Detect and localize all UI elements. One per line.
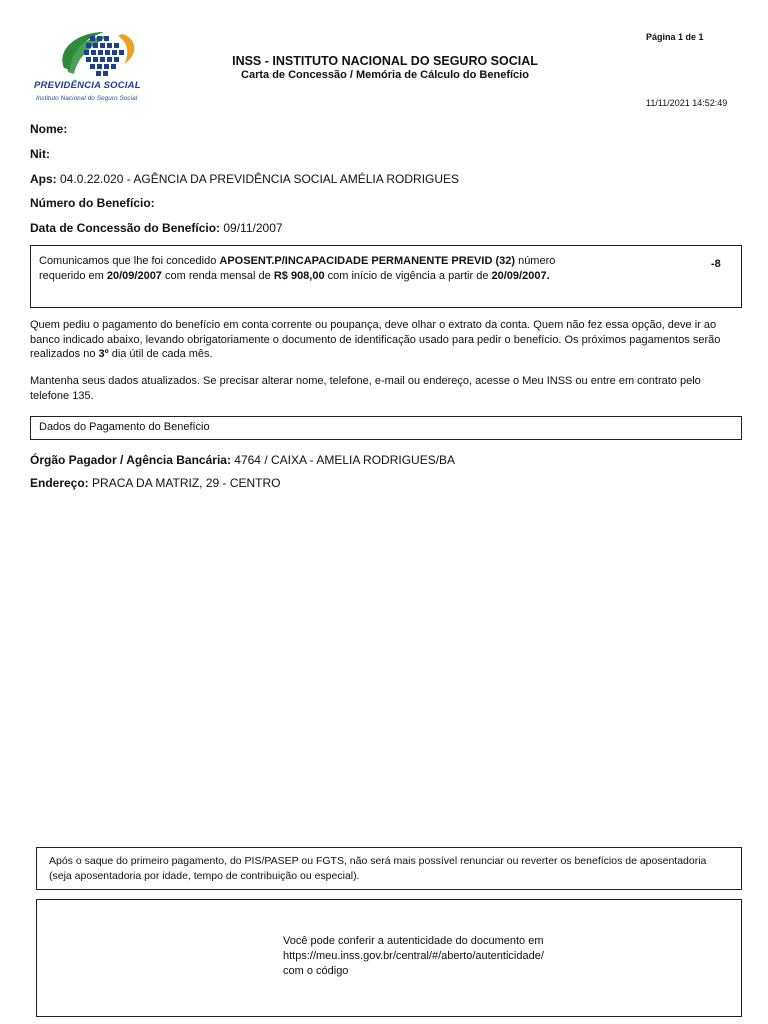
field-numero-beneficio [30,196,155,210]
page-number: Página 1 de 1 [646,32,704,42]
monthly-amount: R$ 908,00 [273,270,325,282]
logo-subtext: Instituto Nacional do Seguro Social [36,95,138,102]
field-nit [30,147,50,161]
field-aps [30,172,459,186]
update-data-paragraph: Mantenha seus dados atualizados. Se precisar alterar nome, telefone, e-mail ou endereço, acesse o Meu INSS ou entre em contrato pelo telefone 135. [30,375,701,402]
data-concessao-label: Data de Concessão do Benefício: [30,221,221,235]
verify-line: com o código [283,965,349,977]
payment-info-paragraph [30,318,742,362]
field-endereco [30,476,281,490]
request-date: 20/09/2007 [106,270,162,282]
nome-label: Nome: [30,122,68,136]
concession-notice-box [30,245,742,308]
verify-url: https://meu.inss.gov.br/central/#/aberto/autenticidade/ [283,950,544,962]
endereco-value: PRACA DA MATRIZ, 29 - CENTRO [88,476,281,490]
notice-text: com renda mensal de [161,270,274,282]
paragraph-text: dia útil de cada mês. [108,348,213,360]
aps-label: Aps: [30,172,57,186]
notice-text: Comunicamos que lhe foi concedido [39,255,220,267]
issue-datetime: 11/11/2021 14:52:49 [646,98,728,108]
benefit-number-suffix: -8 [711,258,721,270]
business-day: 3º [98,348,109,360]
document-subtitle: Carta de Concessão / Memória de Cálculo do Benefício [241,69,529,81]
start-date: 20/09/2007. [491,270,550,282]
paragraph-text: Quem pediu o pagamento do benefício em conta corrente ou poupança, deve olhar o extrato da conta. Quem não fez essa opção, deve ir ao banco indicado abaixo, levando obrigatoriamente o documento de identificação usado para pedir o benefício. Os próximos pagamentos serão realizados no [30,319,721,360]
verify-line: Você pode conferir a autenticidade do documento em [283,935,544,947]
endereco-label: Endereço: [30,476,89,490]
orgao-pagador-label: Órgão Pagador / Agência Bancária: [30,453,231,467]
previdencia-logo-icon [34,26,164,106]
orgao-pagador-value: 4764 / CAIXA - AMELIA RODRIGUES/BA [230,453,456,467]
payment-section-header: Dados do Pagamento do Benefício [30,416,742,440]
nit-label: Nit: [30,147,50,161]
aps-value: 04.0.22.020 - AGÊNCIA DA PREVIDÊNCIA SOCIAL AMÉLIA RODRIGUES [56,172,460,186]
notice-text: requerido em [39,270,107,282]
numero-beneficio-label: Número do Benefício: [30,196,155,210]
field-orgao-pagador [30,453,455,467]
authenticity-text [283,934,544,979]
document-title: INSS - INSTITUTO NACIONAL DO SEGURO SOCIAL [232,54,538,68]
benefit-type: APOSENT.P/INCAPACIDADE PERMANENTE PREVID (32) [219,255,516,267]
logo-text: PREVIDÊNCIA SOCIAL [34,80,141,91]
notice-text: com início de vigência a partir de [324,270,492,282]
field-data-concessao [30,221,283,235]
field-nome [30,122,67,136]
data-concessao-value: 09/11/2007 [220,221,283,235]
notice-text: número [515,255,556,267]
renunciation-warning-box: Após o saque do primeiro pagamento, do PIS/PASEP ou FGTS, não será mais possível renunciar ou reverter os benefícios de aposentadoria (seja aposentadoria por idade, tempo de contribuição ou especial). [36,847,742,890]
